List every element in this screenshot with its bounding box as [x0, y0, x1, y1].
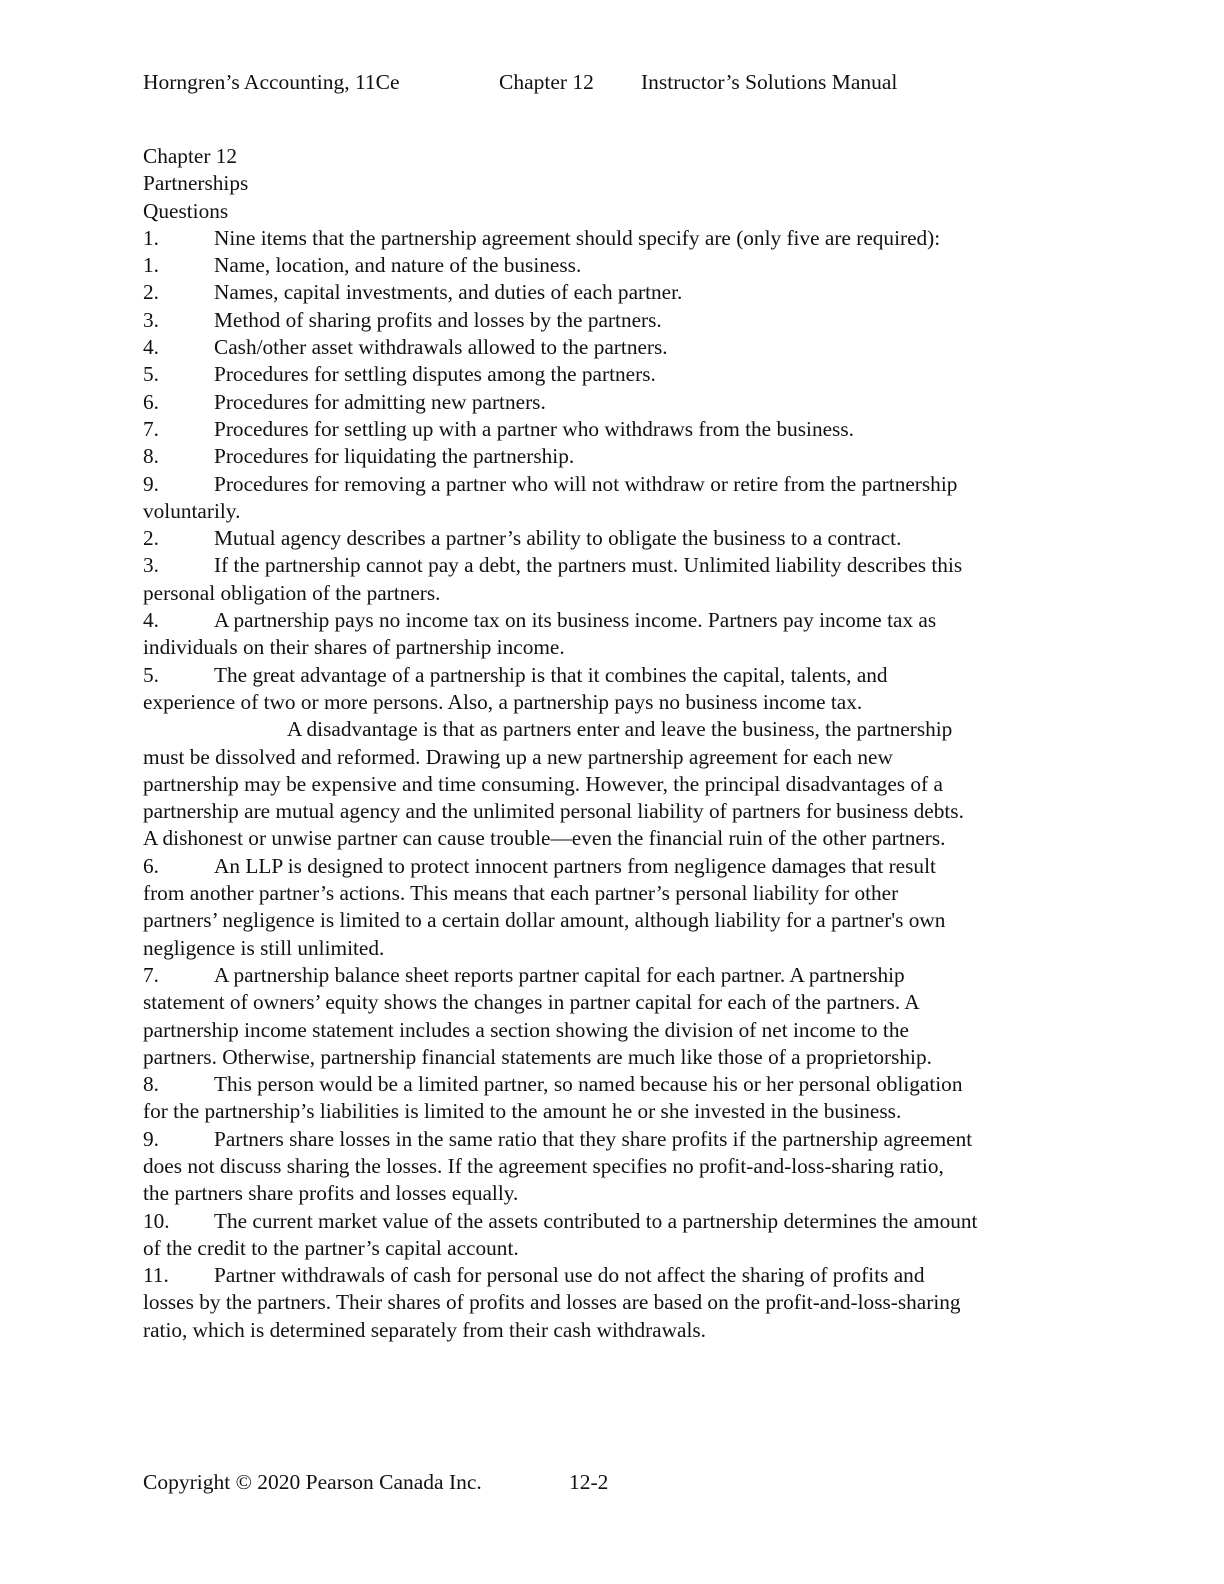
item-number: 4. [143, 608, 159, 633]
line-text: of the credit to the partner’s capital account. [143, 1235, 519, 1260]
line-text: does not discuss sharing the losses. If the agreement specifies no profit-and-loss-sharing ratio, [143, 1153, 944, 1178]
text-line [143, 907, 1083, 934]
text-line [143, 825, 1083, 852]
text-line [143, 798, 1083, 825]
line-text: An LLP is designed to protect innocent partners from negligence damages that result [214, 853, 936, 878]
chapter-number: Chapter 12 [143, 144, 238, 168]
text-line [143, 607, 1083, 634]
line-text: Partners share losses in the same ratio that they share profits if the partnership agreement [214, 1126, 973, 1151]
line-text: the partners share profits and losses equally. [143, 1181, 519, 1206]
text-line [143, 334, 1083, 361]
item-number: 11. [143, 1263, 169, 1288]
line-text: partners. Otherwise, partnership financial statements are much like those of a proprietorship. [143, 1044, 932, 1069]
text-line [143, 1044, 1083, 1071]
text-line [143, 853, 1083, 880]
text-line [143, 1235, 1083, 1262]
text-line [143, 634, 1083, 661]
header-manual-title: Instructor’s Solutions Manual [641, 70, 898, 94]
section-heading: Questions [143, 198, 229, 223]
line-text: Cash/other asset withdrawals allowed to the partners. [214, 335, 668, 360]
line-text: negligence is still unlimited. [143, 935, 385, 960]
text-line [143, 962, 1083, 989]
text-line [143, 552, 1083, 579]
item-number: 4. [143, 335, 159, 360]
line-text: individuals on their shares of partnership income. [143, 635, 565, 660]
text-line [143, 989, 1083, 1016]
item-number: 1. [143, 253, 159, 278]
text-line [143, 1208, 1083, 1235]
item-number: 7. [143, 962, 159, 987]
line-text: The great advantage of a partnership is that it combines the capital, talents, and [214, 662, 888, 687]
item-number: 7. [143, 416, 159, 441]
line-text: If the partnership cannot pay a debt, the partners must. Unlimited liability describes this [214, 553, 963, 578]
line-text: The current market value of the assets contributed to a partnership determines the amount [214, 1208, 978, 1233]
text-line [143, 1180, 1083, 1207]
header-chapter: Chapter 12 [499, 70, 594, 94]
line-text: partners’ negligence is limited to a certain dollar amount, although liability for a partner's own [143, 908, 946, 933]
text-line [143, 498, 1083, 525]
line-text: personal obligation of the partners. [143, 580, 441, 605]
item-number: 5. [143, 362, 159, 387]
line-text: partnership are mutual agency and the unlimited personal liability of partners for business debts. [143, 799, 964, 824]
item-number: 3. [143, 307, 159, 332]
line-text: Mutual agency describes a partner’s ability to obligate the business to a contract. [214, 526, 902, 551]
text-line [143, 1126, 1083, 1153]
line-text: A partnership balance sheet reports partner capital for each partner. A partnership [214, 962, 905, 987]
answer-lines [143, 225, 1083, 1344]
line-text: Partner withdrawals of cash for personal use do not affect the sharing of profits and [214, 1263, 925, 1288]
text-line [143, 279, 1083, 306]
line-text: Procedures for settling up with a partner who withdraws from the business. [214, 416, 854, 441]
text-line [143, 1017, 1083, 1044]
text-line [143, 252, 1083, 279]
text-line [143, 1098, 1083, 1125]
page-number: 12-2 [569, 1470, 609, 1494]
item-number: 10. [143, 1208, 170, 1233]
item-number: 8. [143, 444, 159, 469]
text-line [143, 1071, 1083, 1098]
chapter-title: Partnerships [143, 171, 249, 196]
text-line [143, 662, 1083, 689]
text-line [143, 1289, 1083, 1316]
text-line [143, 580, 1083, 607]
line-text: must be dissolved and reformed. Drawing up a new partnership agreement for each new [143, 744, 893, 769]
line-text: Procedures for removing a partner who will not withdraw or retire from the partnership [214, 471, 958, 496]
text-line [143, 771, 1083, 798]
line-text: This person would be a limited partner, so named because his or her personal obligation [214, 1072, 963, 1097]
item-number: 3. [143, 553, 159, 578]
text-line [143, 1153, 1083, 1180]
line-text: Procedures for admitting new partners. [214, 389, 546, 414]
text-line [143, 525, 1083, 552]
document-body [143, 143, 1083, 1344]
text-line [143, 716, 1083, 743]
line-text: experience of two or more persons. Also, a partnership pays no business income tax. [143, 689, 863, 714]
text-line [143, 1262, 1083, 1289]
line-text: Procedures for settling disputes among the partners. [214, 362, 656, 387]
line-text: Method of sharing profits and losses by the partners. [214, 307, 662, 332]
line-text: losses by the partners. Their shares of profits and losses are based on the profit-and-loss-sharing [143, 1290, 961, 1315]
text-line [143, 225, 1083, 252]
text-line [143, 361, 1083, 388]
item-number: 1. [143, 225, 159, 250]
line-text: statement of owners’ equity shows the changes in partner capital for each of the partners. A [143, 990, 920, 1015]
text-line [143, 307, 1083, 334]
item-number: 8. [143, 1072, 159, 1097]
text-line [143, 689, 1083, 716]
item-number: 5. [143, 662, 159, 687]
line-text: A disadvantage is that as partners enter and leave the business, the partnership [287, 717, 953, 742]
line-text: A partnership pays no income tax on its business income. Partners pay income tax as [214, 608, 937, 633]
line-text: ratio, which is determined separately from their cash withdrawals. [143, 1317, 706, 1342]
text-line [143, 1317, 1083, 1344]
line-text: partnership income statement includes a section showing the division of net income to the [143, 1017, 909, 1042]
text-line [143, 443, 1083, 470]
line-text: from another partner’s actions. This means that each partner’s personal liability for other [143, 881, 899, 906]
item-number: 9. [143, 471, 159, 496]
text-line [143, 744, 1083, 771]
text-line [143, 416, 1083, 443]
line-text: Nine items that the partnership agreement should specify are (only five are required): [214, 225, 941, 250]
line-text: Procedures for liquidating the partnership. [214, 444, 575, 469]
line-text: Name, location, and nature of the business. [214, 253, 582, 278]
copyright-notice: Copyright © 2020 Pearson Canada Inc. [143, 1470, 482, 1494]
header-book-title: Horngren’s Accounting, 11Ce [143, 70, 400, 94]
text-line [143, 389, 1083, 416]
item-number: 2. [143, 280, 159, 305]
text-line [143, 935, 1083, 962]
line-text: voluntarily. [143, 498, 241, 523]
text-line [143, 880, 1083, 907]
item-number: 6. [143, 853, 159, 878]
item-number: 9. [143, 1126, 159, 1151]
text-line [143, 471, 1083, 498]
line-text: Names, capital investments, and duties of each partner. [214, 280, 683, 305]
item-number: 6. [143, 389, 159, 414]
item-number: 2. [143, 526, 159, 551]
line-text: for the partnership’s liabilities is limited to the amount he or she invested in the business. [143, 1099, 902, 1124]
line-text: partnership may be expensive and time consuming. However, the principal disadvantages of a [143, 771, 943, 796]
line-text: A dishonest or unwise partner can cause trouble—even the financial ruin of the other partners. [143, 826, 946, 851]
